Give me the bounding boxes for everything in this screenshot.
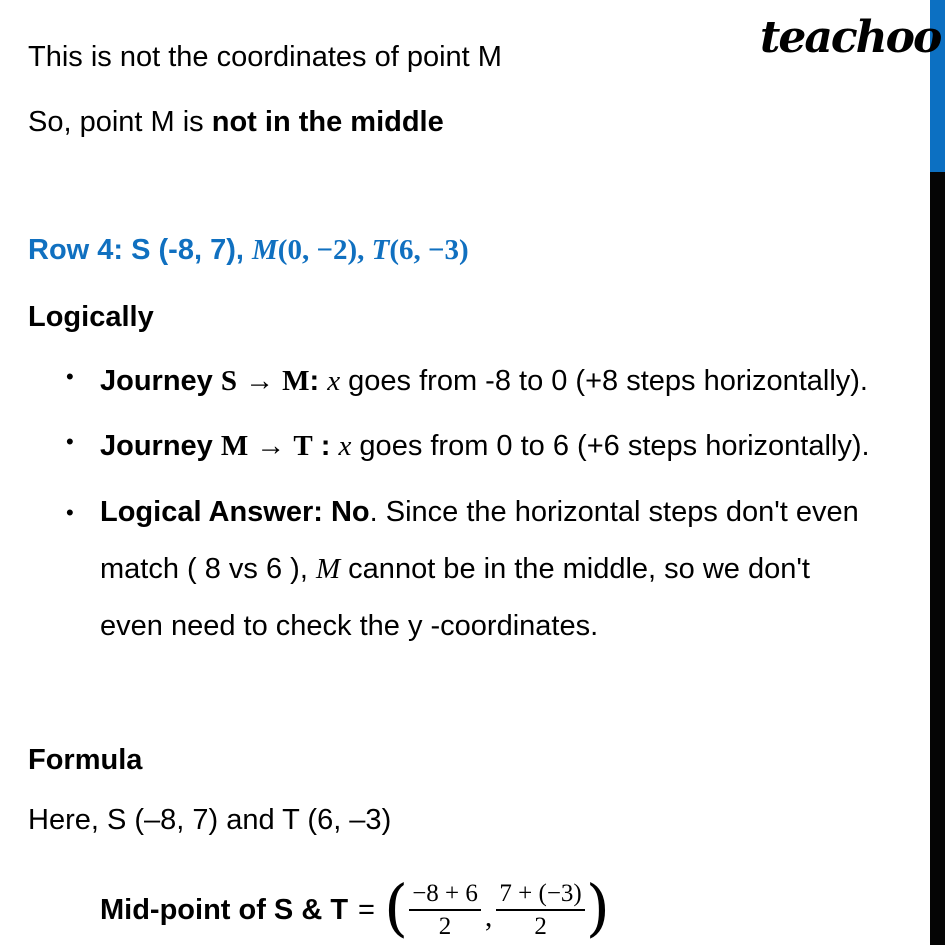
- fraction-y: [496, 880, 584, 941]
- comma-separator: ,: [484, 900, 493, 933]
- text-segment: not in the middle: [211, 106, 444, 138]
- text-segment: Journey: [100, 365, 221, 397]
- open-paren: (: [383, 871, 409, 944]
- midpoint-label: Mid-point of S & T: [100, 893, 349, 926]
- text-segment: . Since the horizontal steps don't even: [369, 496, 859, 528]
- denominator-x: 2: [438, 913, 452, 940]
- text-segment: :: [312, 430, 339, 462]
- bullet-dot: •: [66, 364, 74, 389]
- text-segment: S: [220, 365, 238, 397]
- denominator-y: 2: [534, 913, 547, 940]
- numerator-y: 7 + (−3): [496, 880, 584, 912]
- midpoint-equation: [100, 871, 610, 944]
- text-segment: Journey: [100, 430, 221, 462]
- bullet-item-journey-s-to-m: [66, 364, 868, 399]
- teachoo-logo: teachoo: [760, 12, 941, 63]
- text-segment: even need to check the y -coordinates.: [100, 610, 599, 642]
- equals-sign: =: [358, 893, 375, 926]
- formula-heading: Formula: [28, 744, 143, 776]
- bullet-text: [100, 484, 859, 655]
- text-segment: Logical Answer: No: [100, 496, 370, 528]
- accent-bar-black: [930, 172, 945, 945]
- text-segment: M: [315, 553, 341, 585]
- text-segment: Row 4: S (-8, 7),: [28, 234, 252, 266]
- logically-label: Logically: [28, 301, 154, 333]
- row4-heading: [28, 233, 469, 268]
- text-segment: T: [293, 430, 313, 462]
- bullet-dot: •: [66, 429, 74, 454]
- text-segment: :: [309, 365, 328, 397]
- text-segment: M: [220, 430, 249, 462]
- text-segment: M: [282, 365, 310, 397]
- bullet-item-logical-answer: [66, 484, 859, 655]
- fraction-x: [409, 880, 481, 941]
- text-segment: (0, −2),: [277, 234, 372, 266]
- intro-line-2: [28, 105, 444, 140]
- text-segment: (6, −3): [389, 234, 469, 266]
- text-segment: M: [251, 234, 278, 266]
- text-segment: →: [237, 365, 283, 397]
- text-segment: T: [371, 234, 390, 266]
- bullet-dot: •: [66, 500, 74, 525]
- bullet-text: [100, 364, 868, 399]
- given-points: Here, S (–8, 7) and T (6, –3): [28, 804, 392, 836]
- numerator-x: −8 + 6: [409, 880, 481, 912]
- text-segment: goes from -8 to 0 (+8 steps horizontally).: [340, 365, 868, 397]
- text-segment: goes from 0 to 6 (+6 steps horizontally).: [351, 430, 870, 462]
- text-segment: x: [327, 365, 341, 397]
- bullet-text: [100, 429, 870, 464]
- close-paren: ): [585, 871, 610, 944]
- text-segment: match ( 8 vs 6 ),: [100, 553, 316, 585]
- intro-line-1: This is not the coordinates of point M: [28, 41, 502, 73]
- text-segment: x: [338, 430, 352, 462]
- text-segment: →: [248, 430, 294, 462]
- text-segment: cannot be in the middle, so we don't: [340, 553, 810, 585]
- bullet-item-journey-m-to-t: [66, 429, 870, 464]
- text-segment: So, point M is: [28, 106, 212, 138]
